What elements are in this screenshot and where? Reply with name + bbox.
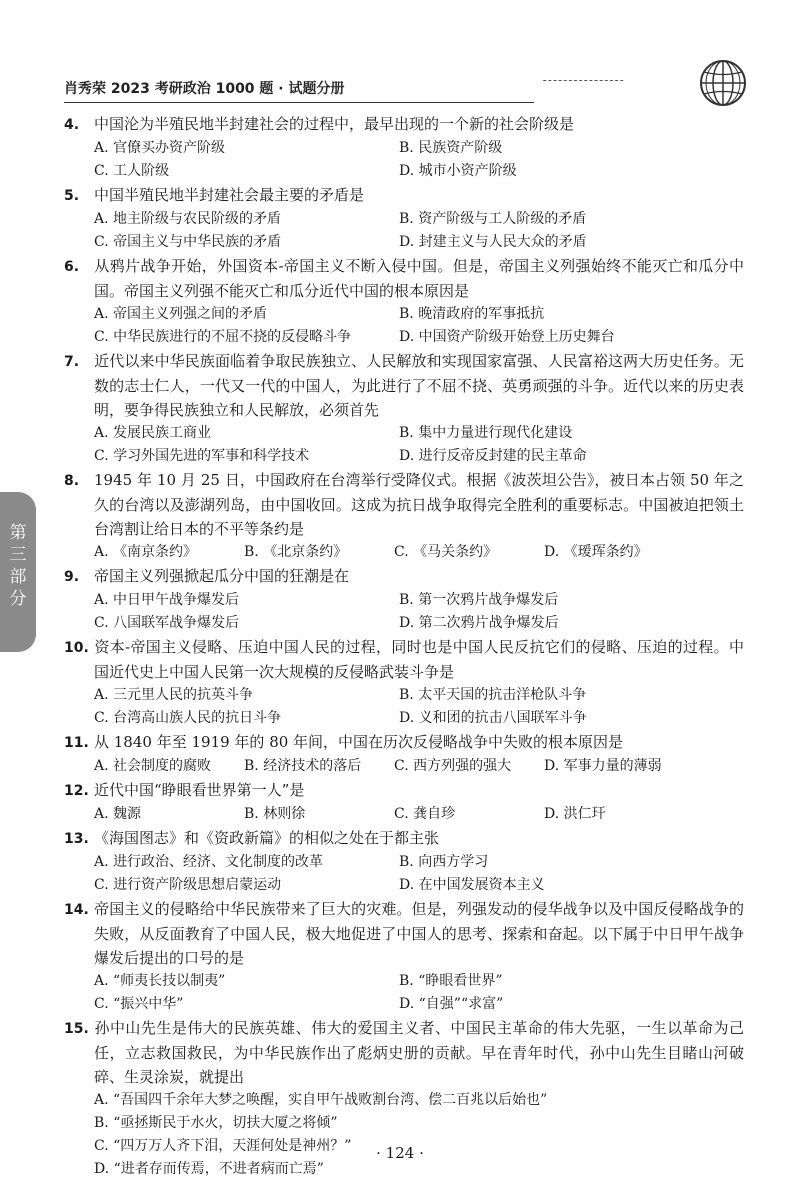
question-text: 从 1840 年至 1919 年的 80 年间，中国在历次反侵略战争中失败的根本原因是: [94, 733, 624, 751]
question-item: [64, 183, 744, 254]
answer-option: D. 军事力量的薄弱: [544, 758, 662, 774]
question-text: 近代中国“睁眼看世界第一人”是: [94, 781, 305, 799]
question-number: 7.: [64, 354, 80, 370]
question-number: 8.: [64, 473, 80, 489]
answer-option: D. 第二次鸦片战争爆发后: [399, 615, 559, 631]
answer-option: D. 进行反帝反封建的民主革命: [399, 448, 587, 464]
answer-option: D. 城市小资产阶级: [399, 163, 517, 179]
question-text: 1945 年 10 月 25 日，中国政府在台湾举行受降仪式。根据《波茨坦公告》，被日本占领 50 年之久的台湾以及澎湖列岛，由中国收回。这成为抗日战争取得完全胜利的重要标志。中国被迫把领土台湾割让给日本的不平等条约是: [94, 471, 744, 538]
question-item: [64, 349, 744, 468]
question-stem: [64, 778, 744, 803]
question-stem: [64, 826, 744, 851]
answer-options: [64, 851, 744, 897]
answer-option: C. 进行资产阶级思想启蒙运动: [94, 877, 282, 893]
answer-option: A. 地主阶级与农民阶级的矛盾: [94, 211, 282, 227]
answer-option: C. “振兴中华”: [94, 996, 184, 1012]
question-text: 资本-帝国主义侵略、压迫中国人民的过程，同时也是中国人民反抗它们的侵略、压迫的过程。中国近代史上中国人民第一次大规模的反侵略武装斗争是: [94, 638, 744, 681]
header-dashed-accent: [524, 80, 623, 103]
answer-option: C. 中华民族进行的不屈不挠的反侵略斗争: [94, 329, 352, 345]
answer-option: A. 三元里人民的抗英斗争: [94, 687, 254, 703]
answer-option: C. 八国联军战争爆发后: [94, 615, 240, 631]
answer-option: C. 学习外国先进的军事和科学技术: [94, 448, 310, 464]
header-rule: [64, 102, 534, 103]
answer-option: C. 台湾高山族人民的抗日斗争: [94, 710, 282, 726]
question-text: 帝国主义的侵略给中华民族带来了巨大的灾难。但是，列强发动的侵华战争以及中国反侵略战争的失败，从反面教育了中国人民，极大地促进了中国人的思考、探索和奋起。以下属于中日甲午战争爆发后提出的口号的是: [94, 900, 744, 967]
question-number: 12.: [64, 783, 89, 799]
question-stem: [64, 564, 744, 589]
question-item: [64, 897, 744, 1016]
question-stem: [64, 183, 744, 208]
question-stem: [64, 349, 744, 422]
answer-options: [64, 208, 744, 254]
answer-option: B. 《北京条约》: [244, 544, 348, 560]
answer-option: B. 第一次鸦片战争爆发后: [399, 592, 559, 608]
globe-icon: [698, 58, 748, 108]
answer-option: B. “亟拯斯民于水火，切扶大厦之将倾”: [94, 1115, 338, 1131]
answer-options: [64, 541, 744, 564]
answer-option: A. 发展民族工商业: [94, 425, 212, 441]
answer-option: A. 社会制度的腐败: [94, 758, 212, 774]
answer-options: [64, 803, 744, 826]
answer-option: B. 向西方学习: [399, 854, 489, 870]
question-number: 6.: [64, 259, 80, 275]
section-label: 第三部分: [9, 523, 27, 609]
question-item: [64, 468, 744, 564]
question-text: 近代以来中华民族面临着争取民族独立、人民解放和实现国家富强、人民富裕这两大历史任务。无数的志士仁人，一代又一代的中国人，为此进行了不屈不挠、英勇顽强的斗争。近代以来的历史表明，要争得民族独立和人民解放，必须首先: [94, 352, 744, 419]
answer-option: C. 工人阶级: [94, 163, 170, 179]
page-header: [64, 74, 624, 100]
answer-option: D. 在中国发展资本主义: [399, 877, 545, 893]
question-text: 从鸦片战争开始，外国资本-帝国主义不断入侵中国。但是，帝国主义列强始终不能灭亡和瓜分中国。帝国主义列强不能灭亡和瓜分近代中国的根本原因是: [94, 257, 744, 300]
question-text: 中国沦为半殖民地半封建社会的过程中，最早出现的一个新的社会阶级是: [94, 115, 575, 133]
answer-option: A. “师夷长技以制夷”: [94, 973, 226, 989]
question-number: 15.: [64, 1021, 89, 1037]
section-side-tab: [0, 492, 36, 652]
question-item: [64, 254, 744, 349]
answer-option: D. 义和团的抗击八国联军斗争: [399, 710, 587, 726]
question-stem: [64, 254, 744, 303]
answer-option: B. 资产阶级与工人阶级的矛盾: [399, 211, 587, 227]
question-item: [64, 826, 744, 897]
page-number: · 124 ·: [376, 1144, 424, 1162]
question-item: [64, 635, 744, 730]
answer-option: B. 太平天国的抗击洋枪队斗争: [399, 687, 587, 703]
question-number: 11.: [64, 735, 89, 751]
question-text: 中国半殖民地半封建社会最主要的矛盾是: [94, 186, 365, 204]
question-item: [64, 730, 744, 778]
answer-options: [64, 1089, 744, 1181]
answer-options: [64, 137, 744, 183]
question-number: 5.: [64, 188, 80, 204]
answer-option: C. 《马关条约》: [394, 544, 498, 560]
answer-option: B. 民族资产阶级: [399, 140, 503, 156]
answer-option: C. 西方列强的强大: [394, 758, 512, 774]
question-stem: [64, 468, 744, 541]
answer-option: D. 封建主义与人民大众的矛盾: [399, 234, 587, 250]
answer-option: D. “自强”“求富”: [399, 996, 504, 1012]
answer-option: B. 集中力量进行现代化建设: [399, 425, 573, 441]
answer-option: D. 《瑷珲条约》: [544, 544, 648, 560]
answer-options: [64, 422, 744, 468]
answer-option: B. “睁眼看世界”: [399, 973, 503, 989]
question-stem: [64, 897, 744, 970]
answer-option: A. 进行政治、经济、文化制度的改革: [94, 854, 324, 870]
question-list: [64, 112, 744, 1181]
answer-option: D. “进者存而传焉，不进者病而亡焉”: [94, 1161, 324, 1177]
answer-options: [64, 755, 744, 778]
question-stem: [64, 1016, 744, 1089]
answer-option: B. 林则徐: [244, 806, 306, 822]
answer-options: [64, 684, 744, 730]
question-number: 10.: [64, 640, 89, 656]
question-text: 孙中山先生是伟大的民族英雄、伟大的爱国主义者、中国民主革命的伟大先驱，一生以革命为己任，立志救国救民，为中华民族作出了彪炳史册的贡献。早在青年时代，孙中山先生目睹山河破碎、生灵涂炭，就提出: [94, 1019, 744, 1086]
answer-option: A. “吾国四千余年大梦之唤醒，实自甲午战败割台湾、偿二百兆以后始也”: [94, 1092, 548, 1108]
answer-options: [64, 303, 744, 349]
answer-option: C. 龚自珍: [394, 806, 456, 822]
answer-option: A. 《南京条约》: [94, 544, 198, 560]
answer-option: C. 帝国主义与中华民族的矛盾: [94, 234, 282, 250]
answer-option: D. 中国资产阶级开始登上历史舞台: [399, 329, 615, 345]
answer-option: D. 洪仁玕: [544, 806, 606, 822]
question-text: 帝国主义列强掀起瓜分中国的狂潮是在: [94, 567, 350, 585]
question-number: 9.: [64, 569, 80, 585]
question-stem: [64, 635, 744, 684]
answer-option: B. 经济技术的落后: [244, 758, 362, 774]
answer-option: A. 帝国主义列强之间的矛盾: [94, 306, 268, 322]
book-title: 肖秀荣 2023 考研政治 1000 题 · 试题分册: [64, 81, 345, 97]
answer-option: A. 魏源: [94, 806, 142, 822]
question-number: 4.: [64, 117, 80, 133]
answer-option: C. “四万万人齐下泪，天涯何处是神州？”: [94, 1138, 352, 1154]
answer-option: A. 官僚买办资产阶级: [94, 140, 226, 156]
answer-options: [64, 589, 744, 635]
answer-options: [64, 970, 744, 1016]
question-number: 14.: [64, 902, 89, 918]
answer-option: B. 晚清政府的军事抵抗: [399, 306, 545, 322]
question-item: [64, 112, 744, 183]
question-number: 13.: [64, 831, 89, 847]
question-item: [64, 778, 744, 826]
answer-option: A. 中日甲午战争爆发后: [94, 592, 240, 608]
question-item: [64, 564, 744, 635]
question-stem: [64, 730, 744, 755]
question-text: 《海国图志》和《资政新篇》的相似之处在于都主张: [94, 829, 440, 847]
question-stem: [64, 112, 744, 137]
